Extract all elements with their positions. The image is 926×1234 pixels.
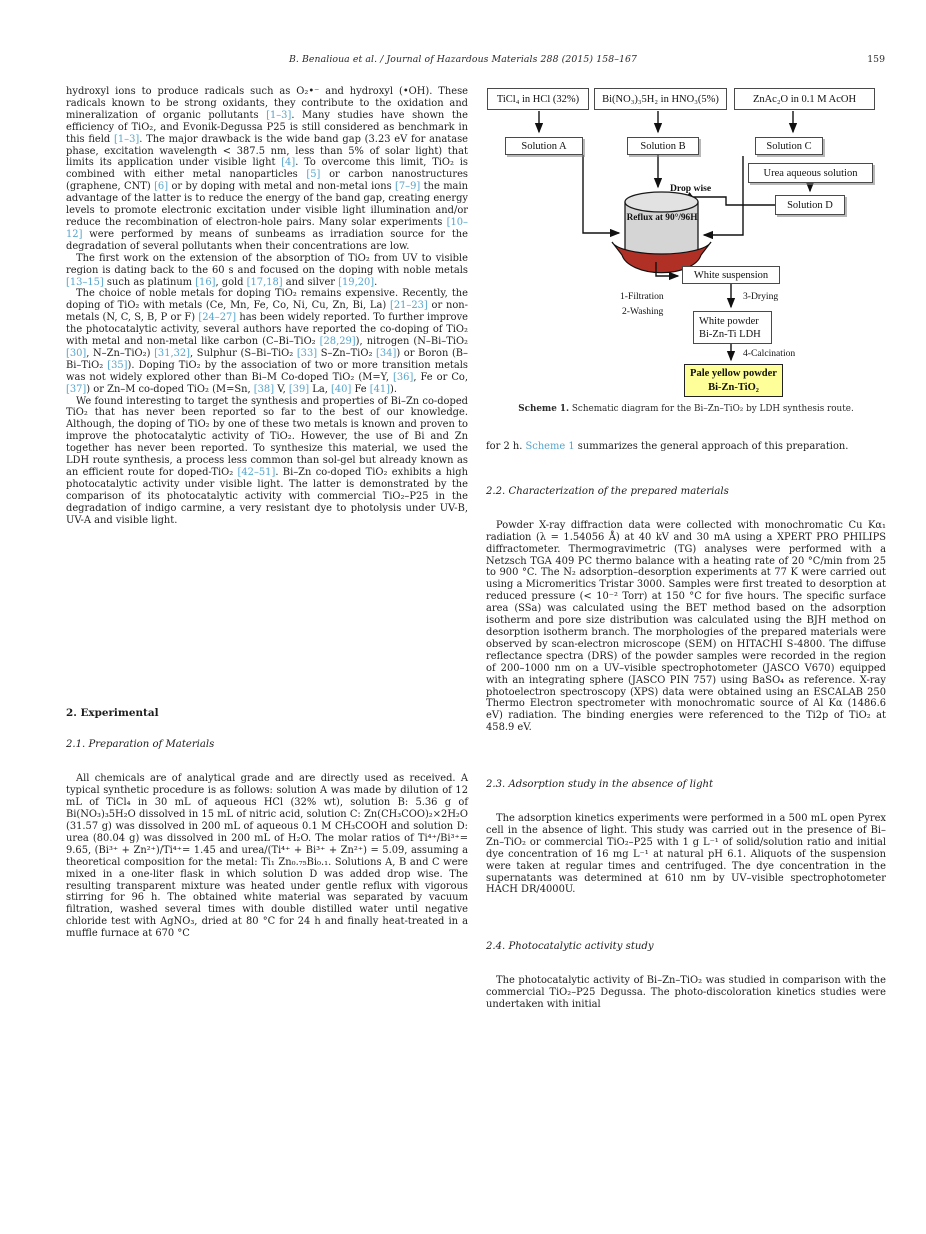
paragraph: The first work on the extension of the absorption of TiO₂ from UV to visible region is dating back to the 60 s and focused on the doping with noble metals [13–15] such as platinum [16], gold [17,18] and silver [19,20]. — [66, 252, 468, 288]
box-reagent-bino3: Bi(NO₃)₃5H₂ in HNO₃(5%) — [594, 88, 727, 110]
scheme-1-figure — [486, 86, 886, 404]
paragraph: The photocatalytic activity of Bi–Zn–TiO₂ was studied in comparison with the commercial TiO₂–P25 Degussa. The photo-discoloration kinetics studies were undertaken with initial — [486, 975, 886, 1011]
paragraph: We found interesting to target the synthesis and properties of Bi–Zn co-doped TiO₂ that has never been reported so far to the best of our knowledge. Although, the doping of TiO₂ by one of these two metals is known and proven to improve the photocatalytic activity of TiO₂. However, the use of Bi and Zn together has never been reported. To synthesize this material, we used the LDH route synthesis, a process less common than sol-gel but already known as an efficient route for doped-TiO₂ [42–51]. Bi–Zn co-doped TiO₂ exhibits a high photocatalytic activity under visible light. The latter is demonstrated by the comparison of its photocatalytic activity with commercial TiO₂–P25 in the degradation of indigo carmine, a very resistant dye to photolysis under UV-B, UV-A and visible light. — [66, 395, 468, 526]
citation-link[interactable]: [6] — [154, 181, 169, 193]
left-column — [66, 86, 468, 940]
running-header — [0, 54, 926, 68]
box-solution-a: Solution A — [505, 137, 583, 155]
subsection-heading-photocatalytic-activity: 2.4. Photocatalytic activity study — [486, 941, 654, 953]
citation-link[interactable]: [40] — [331, 383, 352, 395]
citation-link[interactable]: [16] — [195, 276, 216, 288]
box-urea-solution: Urea aqueous solution — [748, 163, 873, 183]
label-filtration: 1-Filtration — [620, 291, 664, 302]
box-solution-c: Solution C — [755, 137, 823, 155]
citation-link[interactable]: [1–3] — [114, 133, 140, 145]
citation-link[interactable]: [30] — [66, 347, 87, 359]
citation-link[interactable]: [34] — [376, 347, 397, 359]
subsection-heading-characterization: 2.2. Characterization of the prepared materials — [486, 485, 729, 497]
label-reflux: Reflux at 90°/96H — [626, 213, 698, 223]
subsection-heading-adsorption-study: 2.3. Adsorption study in the absence of light — [486, 779, 714, 791]
label-drop-wise: Drop wise — [670, 183, 712, 194]
citation-link[interactable]: [13–15] — [66, 276, 104, 288]
citation-link[interactable]: [33] — [296, 347, 318, 359]
citation-link[interactable]: [38] — [253, 383, 275, 395]
citation-link[interactable]: [4] — [281, 157, 296, 169]
scheme-connectors-graphic — [486, 86, 886, 404]
scheme-reference-link[interactable]: Scheme 1 — [525, 441, 575, 452]
citation-link[interactable]: [7–9] — [395, 181, 421, 193]
box-reagent-znac2o: ZnAc₂O in 0.1 M AcOH — [734, 88, 875, 110]
paragraph: hydroxyl ions to produce radicals such as O₂•⁻ and hydroxyl (•OH). These radicals known to be strong oxidants, they contribute to the oxidation and mineralization of organic pollutants [1–3]. Many studies have shown the efficiency of TiO₂, and Evonik-Degussa P25 is still considered as benchmark in this field [1–3]. The major drawback is the wide band gap (3.23 eV for anatase phase, excitation wavelength < 387.5 nm, less than 5% of solar light) that limits its application under visible light [4]. To overcome this limit, TiO₂ is combined with either metal nanoparticles [5] or carbon nanostructures (graphene, CNT) [6] or by doping with metal and non-metal ions [7–9] the main advantage of the latter is to reduce the energy of the band gap, creating energy levels to promote electronic excitation under visible light illumination and/or reduce the recombination of electron-hole pairs. Many solar experiments [10–12] were performed by means of sunbeams as irradiation source for the degradation of several pollutants when their concentrations are low. — [66, 86, 468, 252]
citation-link[interactable]: [24–27] — [198, 312, 237, 324]
citation-link[interactable]: [39] — [288, 383, 310, 395]
right-column — [486, 86, 886, 1011]
citation-link[interactable]: [37] — [66, 383, 87, 395]
subsection-heading-preparation: 2.1. Preparation of Materials — [66, 739, 215, 751]
paragraph: All chemicals are of analytical grade and are directly used as received. A typical synthetic procedure is as follows: solution A was made by dilution of 12 mL of TiCl₄ in 30 mL of aqueous HCl (32% wt), solution B: 5.36 g of Bi(NO₃)₃5H₂O dissolved in 15 mL of nitric acid, solution C: Zn(CH₃COO)₂×2H₂O (31.57 g) was dissolved in 200 mL of aqueous 0.1 M CH₃COOH and solution D: urea (80.04 g) was dissolved in 200 mL of H₂O. The molar ratios of Ti⁴⁺/Bi³⁺= 9.65, (Bi³⁺ + Zn²⁺)/Ti⁴⁺= 1.45 and urea/(Ti⁴⁺ + Bi³⁺ + Zn²⁺) = 5.09, assuming a theoretical composition for the metal: Ti₁ Zn₀.₇₅Bi₀.₁. Solutions A, B and C were mixed in a one-liter flask in which solution D was added drop wise. The resulting transparent mixture was heated under gentle reflux with vigorous stirring for 96 h. The obtained white material was separated by vacuum filtration, washed several times with double distilled water until negative chloride test with AgNO₃, dried at 80 °C for 24 h and finally heat-treated in a muffle furnace at 670 °C — [66, 773, 468, 940]
label-washing: 2-Washing — [622, 306, 664, 317]
box-product-pale-yellow-powder: Pale yellow powder Bi-Zn-TiO₂ — [684, 364, 783, 397]
citation-link[interactable]: [10–12] — [66, 216, 468, 240]
citation-link[interactable]: [35] — [107, 359, 128, 371]
box-solution-d: Solution D — [775, 195, 845, 215]
paragraph: The choice of noble metals for doping TiO₂ remains expensive. Recently, the doping of TiO₂ with metals (Ce, Mn, Fe, Co, Ni, Cu, Zn, Bi, La) [21–23] or non-metals (N, C, S, B, P or F) [24–27] has been widely reported. To further improve the photocatalytic activity, several authors have reported the co-doping of TiO₂ with metal and non-metal like carbon (C–Bi–TiO₂ [28,29]), nitrogen (N–Bi–TiO₂ [30], N–Zn–TiO₂) [31,32], Sulphur (S–Bi–TiO₂ [33] S–Zn–TiO₂ [34]) or Boron (B–Bi–TiO₂ [35]). Doping TiO₂ by the association of two or more transition metals was not widely explored other than Bi–M Co-doped TiO₂ (M=Y, [36], Fe or Co, [37]) or Zn–M co-doped TiO₂ (M=Sn, [38] V, [39] La, [40] Fe [41]). — [66, 288, 468, 395]
page-number: 159 — [867, 54, 885, 65]
label-drying: 3-Drying — [743, 291, 779, 302]
citation-link[interactable]: [17,18] — [246, 276, 283, 288]
citation-link[interactable]: [28,29] — [319, 336, 356, 348]
citation-link[interactable]: [42–51] — [237, 467, 276, 478]
paragraph: Powder X-ray diffraction data were collected with monochromatic Cu Kα₁ radiation (λ = 1.54056 Å) at 40 kV and 30 mA using a XPERT PRO PHILIPS diffractometer. Thermogravimetric (TG) analyses were performed with a Netzsch TGA 409 PC thermo balance with a heating rate of 20 °C/min from 25 to 900 °C. The N₂ adsorption–desorption experiments at 77 K were carried out using a Micromeritics Tristar 3000. Samples were first treated to desorption at reduced pressure (< 10⁻² Torr) at 150 °C for five hours. The specific surface area (SSa) was calculated using the BET method based on the adsorption isotherm and pore size distribution was calculated using the BJH method on desorption isotherm branch. The morphologies of the prepared materials were observed by scan-electron microscope (SEM) on HITACHI S-4800. The diffuse reflectance spectra (DRS) of the powder samples were recorded in the region of 200–1000 nm on a UV–visible spectrophotometer (JASCO V670) equipped with an integrating sphere (JASCO PIN 757) using BaSO₄ as reference. X-ray photoelectron spectroscopy (XPS) data were obtained using an ESCALAB 250 Thermo Electron spectrometer with monochromatic source of Al Kα (1486.6 eV) radiation. The binding energies were referenced to the Ti2p of TiO₂ at 458.9 eV. — [486, 519, 886, 734]
paragraph: The adsorption kinetics experiments were performed in a 500 mL open Pyrex cell in the absence of light. This study was carried out in the presence of Bi–Zn–TiO₂ or commercial TiO₂–P25 with 1 g L⁻¹ of solid/solution ratio and initial dye concentration of 16 mg L⁻¹ at natural pH 6.1. Aliquots of the suspension were taken at regular times and centrifuged. The dye concentration in the supernatants was determined at 610 nm by UV–visible spectrophotometer HACH DR/4000U. — [486, 813, 886, 896]
citation-link[interactable]: [1–3] — [266, 109, 292, 121]
citation-link[interactable]: [5] — [306, 169, 321, 181]
paragraph: for 2 h. Scheme 1 summarizes the general approach of this preparation. — [486, 441, 849, 452]
citation-link[interactable]: [31,32] — [154, 347, 191, 359]
scheme-1-caption: Scheme 1. Schematic diagram for the Bi–Zn–TiO₂ by LDH synthesis route. — [518, 404, 854, 414]
citation-link[interactable]: [36] — [393, 371, 414, 383]
label-calcination: 4-Calcination — [743, 348, 796, 359]
box-white-powder-ldh: White powder Bi-Zn-Ti LDH — [693, 311, 772, 344]
box-solution-b: Solution B — [627, 137, 699, 155]
citation-link[interactable]: [21–23] — [390, 300, 428, 312]
box-reagent-ticl4: TiCl₄ in HCl (32%) — [487, 88, 589, 110]
box-white-suspension: White suspension — [682, 266, 780, 284]
citation-link[interactable]: [41] — [369, 383, 391, 395]
citation-link[interactable]: [19,20] — [338, 276, 375, 288]
section-heading-experimental: 2. Experimental — [66, 706, 159, 719]
journal-citation-line: B. Benalioua et al. / Journal of Hazardous Materials 288 (2015) 158–167 — [288, 54, 638, 65]
